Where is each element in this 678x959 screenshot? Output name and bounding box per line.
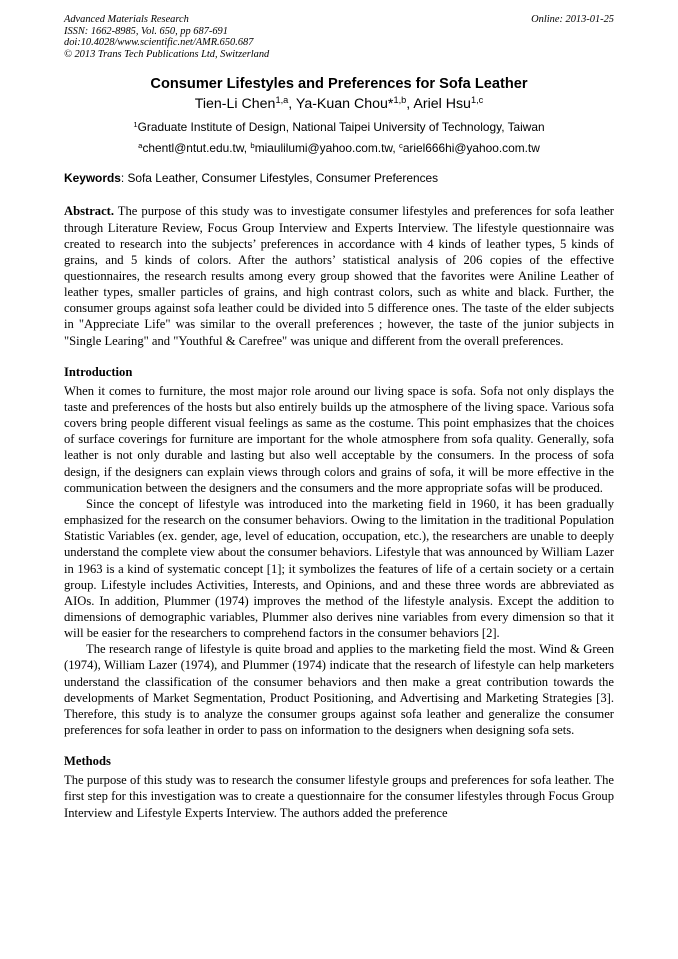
journal-name: Advanced Materials Research: [64, 14, 189, 25]
methods-section: [64, 772, 614, 820]
abstract-text: The purpose of this study was to investigate consumer lifestyles and preferences for sofa leather through Literature Review, Focus Group Interview and Experts Interview. The lifestyle questionnaire was created to research into the subjects’ preferences in accordance with 4 kinds of leather types, 5 kinds of grains, and 5 kinds of colors. After the authors’ statistical analysis of 206 copies of the effective questionnaires, the research results among every group showed that the favorites were Aniline Leather of leather types, smaller particles of grains, and high contrast colors, such as white and black. Further, the consumer groups against sofa leather could be divided into 5 difference ones. The taste of the elder subjects in "Appreciate Life" was similar to the overall preferences ; however, the taste of the junior subjects in "Single Learing" and "Youthful & Carefree" was unique and different from the overall preferences.: [64, 204, 614, 348]
keywords-text: : Sofa Leather, Consumer Lifestyles, Consumer Preferences: [120, 171, 439, 186]
paragraph: The research range of lifestyle is quite broad and applies to the marketing field the most. Wind & Green (1974), William Lazer (1974), and Plummer (1974) indicate that the research of lifestyle can help marketers understand the classification of the consumer behaviors and then make a great contribution towards the developments of Market Segmentation, Product Positioning, and Advertising and Marketing Strategies [3]. Therefore, this study is to analyze the consumer groups against sofa leather and generalize the consumer preferences for sofa leather in order to pass on information to the designers when designing sofa sets.: [64, 642, 614, 738]
author-list: Tien-Li Chen$^{1,a}$, Ya-Kuan Chou*$^{1,b}$, Ariel Hsu$^{1,c}$: [194, 95, 484, 113]
paper-page: [64, 14, 614, 821]
section-heading-methods: Methods: [64, 754, 111, 769]
author-affiliation-mark: 1,c: [470, 95, 484, 106]
issn-line: ISSN: 1662-8985, Vol. 650, pp 687-691: [64, 25, 228, 37]
keywords: [64, 171, 614, 186]
abstract: [64, 203, 614, 348]
author-affiliation-mark: 1,b: [393, 95, 407, 106]
author-name: Tien-Li Chen: [194, 96, 276, 113]
affiliation: [64, 120, 614, 135]
email-link[interactable]: chentl@ntut.edu.tw: [142, 141, 244, 156]
section-heading-introduction: Introduction: [64, 364, 133, 379]
doi-line: doi:10.4028/www.scientific.net/AMR.650.687: [64, 37, 254, 49]
author-name: Ya-Kuan Chou*: [295, 96, 394, 113]
affiliation-text: Graduate Institute of Design, National Taipei University of Technology, Taiwan: [137, 120, 545, 135]
email-list: $^a$chentl@ntut.edu.tw, $^b$miaulilumi@yahoo.com.tw, $^c$ariel666hi@yahoo.com.tw: [138, 141, 540, 156]
keywords-label: Keywords: [64, 171, 121, 186]
journal-header: [64, 14, 614, 60]
abstract-label: Abstract.: [64, 204, 115, 219]
author-affiliation-mark: 1,a: [275, 95, 289, 106]
paragraph: When it comes to furniture, the most major role around our living space is sofa. Sofa not only displays the taste and preferences of the hosts but also entirely builds up the atmosphere of the living space. Various sofa covers bring people different visual feelings as same as the costume. This point emphasizes that the choices of surface coverings for furniture are important for the whole atmosphere from sofa quality. Generally, sofa leather is not only durable and lasting but also well acceptable by the consumers. In the process of sofa design, if the designers can explain views through colors and grains of sofa, it will be more effective in the communication between the designers and the consumers and the more appropriate sofas will be produced.: [64, 383, 614, 495]
introduction-section: [64, 383, 614, 738]
author-name: Ariel Hsu: [413, 96, 471, 113]
email-link[interactable]: ariel666hi@yahoo.com.tw: [402, 141, 540, 156]
email-link[interactable]: miaulilumi@yahoo.com.tw: [254, 141, 393, 156]
paper-title: Consumer Lifestyles and Preferences for Sofa Leather: [150, 76, 528, 93]
affiliation-mark: 1: [133, 120, 138, 130]
copyright-line: © 2013 Trans Tech Publications Ltd, Switzerland: [64, 48, 270, 60]
paragraph: The purpose of this study was to research the consumer lifestyle groups and preferences for sofa leather. The first step for this investigation was to create a questionnaire for the consumer lifestyles through Focus Group Interview and Lifestyle Experts Interview. The authors added the preference: [64, 773, 614, 820]
paragraph: Since the concept of lifestyle was introduced into the marketing field in 1960, it has been gradually emphasized for the research on the consumer behaviors. Owing to the limitation in the traditional Population Statistic Variables (ex. gender, age, level of education, occupation, etc.), the researchers are unable to deeply understand the complete view about the consumer behaviors. Lifestyle that was announced by William Lazer in 1963 is a kind of systematic concept [1]; it symbolizes the features of life of a certain society or a certain group. Lifestyle includes Activities, Interests, and Opinions, and and these three words are abbreviated as AIOs. In addition, Plummer (1974) improves the method of the lifestyle analysis. Except the addition to dimensions of demographic variables, Plummer also derives nine variables from every dimension so that it will be easier for the researchers to comprehend factors in the consumer behaviors [2].: [64, 496, 614, 641]
online-date: Online: 2013-01-25: [531, 14, 614, 25]
